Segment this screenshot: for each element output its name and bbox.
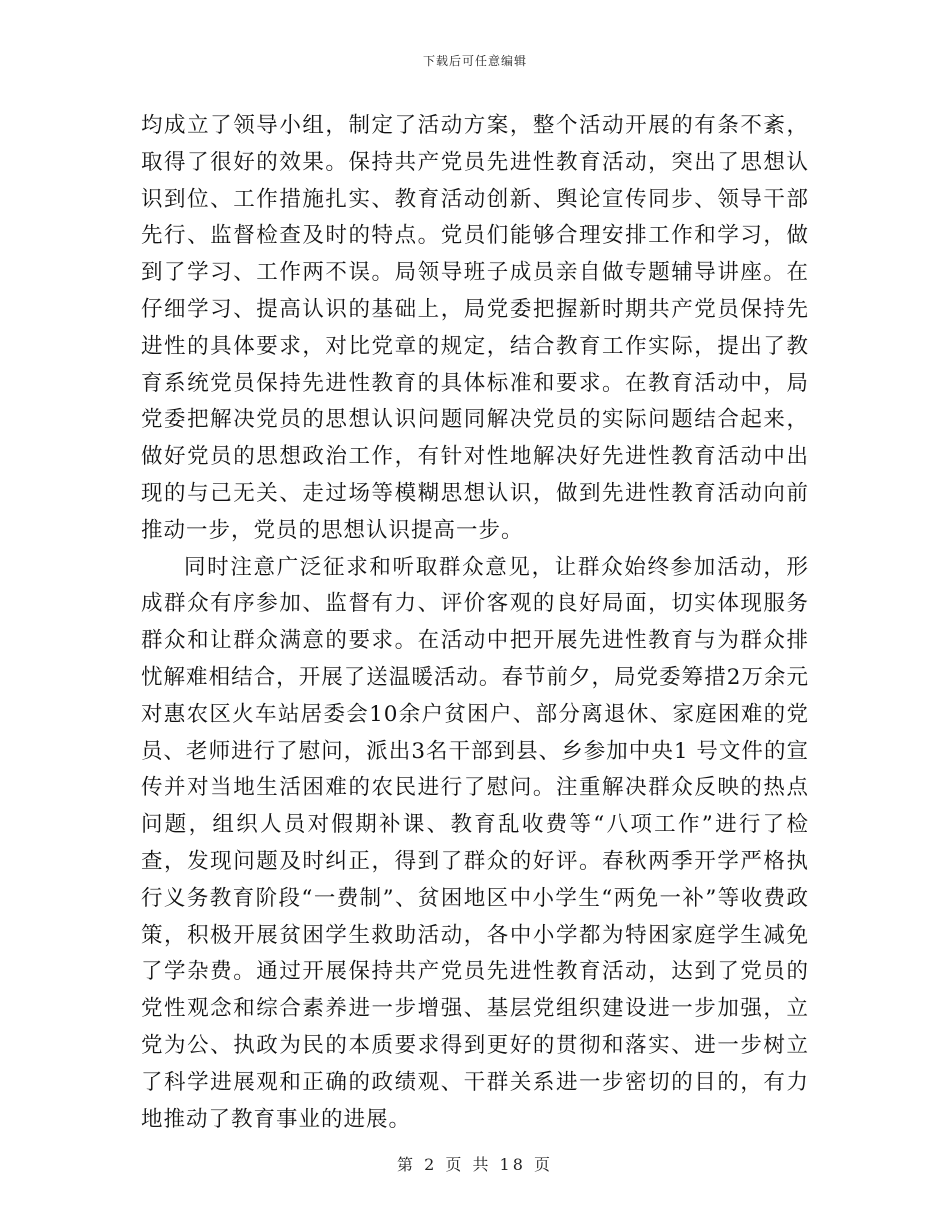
- paragraph-1: 均成立了领导小组，制定了活动方案，整个活动开展的有条不紊，取得了很好的效果。保持共产党员先进性教育活动，突出了思想认识到位、工作措施扎实、教育活动创新、舆论宣传同步、领导干部先行、监督检查及时的特点。党员们能够合理安排工作和学习，做到了学习、工作两不误。局领导班子成员亲自做专题辅导讲座。在仔细学习、提高认识的基础上，局党委把握新时期共产党员保持先进性的具体要求，对比党章的规定，结合教育工作实际，提出了教育系统党员保持先进性教育的具体标准和要求。在教育活动中，局党委把解决党员的思想认识问题同解决党员的实际问题结合起来，做好党员的思想政治工作，有针对性地解决好先进性教育活动中出现的与己无关、走过场等模糊思想认识，做到先进性教育活动向前推动一步，党员的思想认识提高一步。: [141, 113, 809, 543]
- page-number-footer: 第 2 页 共 18 页: [397, 1155, 553, 1174]
- paragraph-2: 同时注意广泛征求和听取群众意见，让群众始终参加活动，形成群众有序参加、监督有力、评价客观的良好局面，切实体现服务群众和让群众满意的要求。在活动中把开展先进性教育与为群众排忧解难相结合，开展了送温暖活动。春节前夕，局党委筹措2万余元对惠农区火车站居委会10余户贫困户、部分离退休、家庭困难的党员、老师进行了慰问，派出3名干部到县、乡参加中央1 号文件的宣传并对当地生活困难的农民进行了慰问。注重解决群众反映的热点问题，组织人员对假期补课、教育乱收费等“八项工作”进行了检查，发现问题及时纠正，得到了群众的好评。春秋两季开学严格执行义务教育阶段“一费制”、贫困地区中小学生“两免一补”等收费政策，积极开展贫困学生救助活动，各中小学都为特困家庭学生减免了学杂费。通过开展保持共产党员先进性教育活动，达到了党员的党性观念和综合素养进一步增强、基层党组织建设进一步加强，立党为公、执政为民的本质要求得到更好的贯彻和落实、进一步树立了科学进展观和正确的政绩观、干群关系进一步密切的目的，有力地推动了教育事业的进展。: [141, 554, 809, 1132]
- document-body: [141, 108, 809, 1138]
- page-header: 下载后可任意编辑: [422, 54, 527, 68]
